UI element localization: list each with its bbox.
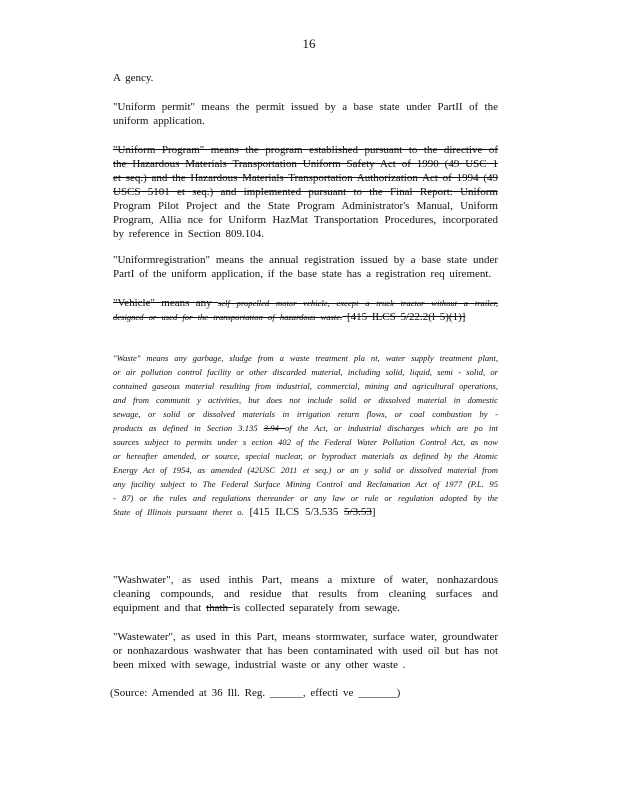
- vehicle-citation: [415 ILCS 5/22.2(l 5)(1)]: [342, 311, 466, 323]
- washwater-text-end: is collected separately from sewage.: [232, 602, 400, 614]
- definition-waste: [113, 351, 498, 519]
- washwater-text: "Washwater", as used inthis Part, means a mixture of water, nonhazardous cleaning compounds, and residue that results from cleaning surfaces and equipment and that: [113, 574, 498, 614]
- vehicle-lead-text: "Vehicle" means any: [113, 297, 218, 309]
- definition-uniform-permit: [113, 100, 498, 128]
- uniform-permit-text: "Uniform permit" means the permit issued by a base state under PartII of the uniform application.: [113, 101, 498, 127]
- waste-citation-close: ]: [371, 506, 376, 518]
- source-note-text: (Source: Amended at 36 Ill. Reg. ______, effecti ve _______): [110, 687, 401, 699]
- uniform-program-deleted-text: "Uniform Program" means the program established pursuant to the directive of the Hazardous Materials Transportation Uniform Safety Act of 1990 (49 USC 1 et seq.) and the Hazardous Materials Transportation Authorization Act of 1994 (49 USCS 5101 et seq.) and implemented pursuant to the Final Report: Uniform: [113, 144, 498, 198]
- vehicle-definition-text: self propelled motor vehicle, except a truck tractor without a trailer, designed or used for the transportation of hazardous waste.: [113, 298, 498, 322]
- washwater-deleted-word: thath: [206, 602, 233, 614]
- waste-citation: [415 ILCS 5/3.535: [243, 506, 345, 518]
- definition-uniform-program: [113, 143, 498, 241]
- definition-wastewater: [113, 630, 498, 672]
- page-number: 16: [302, 36, 316, 51]
- waste-citation-deleted: 5/3.53: [344, 506, 372, 518]
- waste-definition-text-continued: of the Act, or industrial discharges which are po int sources subject to permits under s ection 402 of the Federal Water Pollution Control Act, as now or hereafter amended, or source, special nuclear, or byproduct materials as defined by the Atomic Energy Act of 1954, as amended (42USC 2011 et seq.) or an y solid or dissolved material from any facility subject to The Federal Surface Mining Control and Reclamation Act of 1977 (P.L. 95 - 87) or the rules and regulations thereunder or any law or rule or regulation adopted by the State of Illinois pursuant theret o.: [113, 423, 499, 517]
- agency-text: A gency.: [113, 72, 154, 84]
- waste-deleted-section: 3.94: [263, 423, 285, 433]
- definition-vehicle-deleted: [113, 296, 498, 324]
- uniform-program-text: Program Pilot Project and the State Program Administrator's Manual, Uniform Program, Allia nce for Uniform HazMat Transportation Procedures, incorporated by reference in Section 809.104.: [113, 200, 498, 240]
- waste-definition-text: "Waste" means any garbage, sludge from a waste treatment pla nt, water supply treatment plant, or air pollution control facility or other discarded material, including solid, liquid, semi - solid, or contained gaseous material resulting from industrial, commercial, mining and agricultural operations, and from communit y activities, but does not include solid or dissolved material in domestic sewage, or solid or dissolved materials in irrigation return flows, or coal combustion by - products as defined in Section 3.135: [113, 353, 498, 433]
- paragraph-agency: [113, 71, 498, 85]
- wastewater-text: "Wastewater", as used in this Part, means stormwater, surface water, groundwater or nonhazardous washwater that has been contaminated with used oil but has not been mixed with sewage, industrial waste or any other waste .: [113, 631, 498, 671]
- definition-washwater: [113, 573, 498, 615]
- definition-uniform-registration: [113, 253, 498, 281]
- source-note: [110, 686, 495, 700]
- uniform-registration-text: "Uniformregistration" means the annual registration issued by a base state under PartI of the uniform application, if the base state has a registration req uirement.: [113, 254, 498, 280]
